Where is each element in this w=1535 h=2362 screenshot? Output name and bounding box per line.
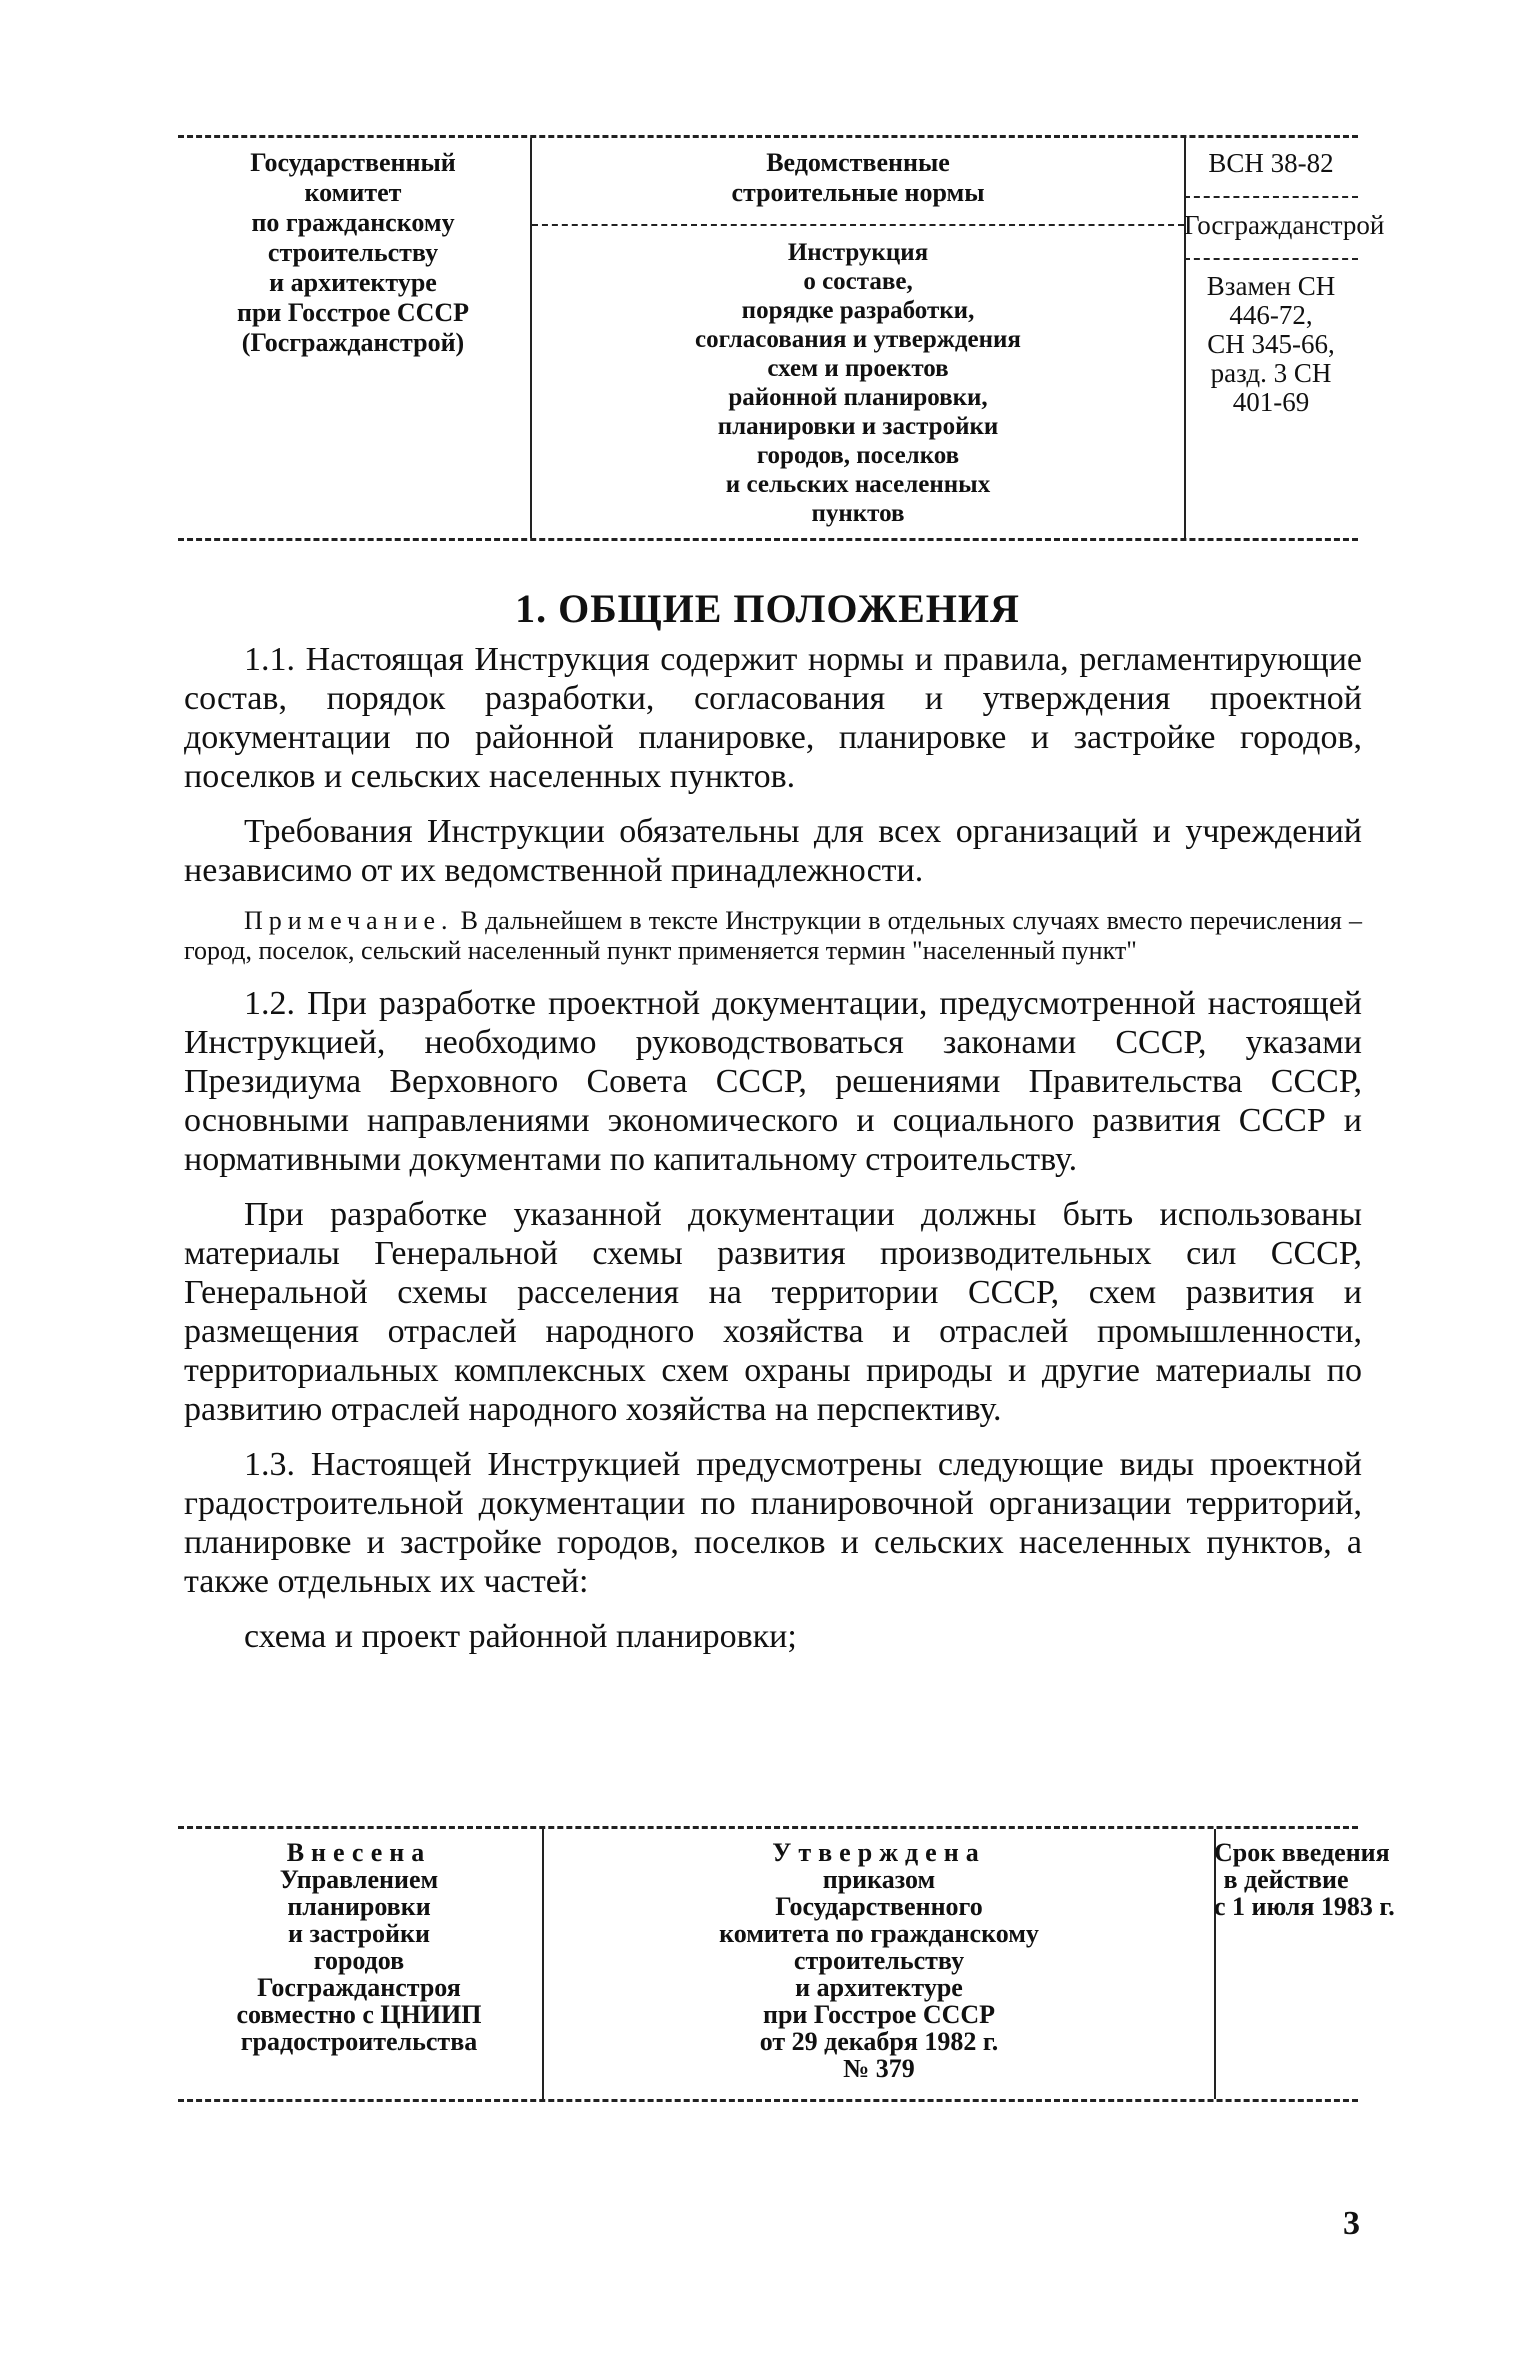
instruction-line: схем и проектов [767,355,949,382]
instruction-line: районной планировки, [728,384,988,411]
submitted-line: городов [313,1946,405,1975]
footer-effective-cell [1214,1829,1395,2099]
paragraph-1-1b: Требования Инструкции обязательны для всех организаций и учреждений независимо от их ведомственной принадлежности. [184,813,1362,889]
agency-name: Госгражданстрой [1184,210,1385,240]
effective-line: в действие [1223,1865,1349,1894]
approved-line: приказом [822,1865,936,1894]
instruction-line: согласования и утверждения [695,326,1021,353]
issuer-line: Государственный [250,148,456,177]
footer-approved-cell [542,1829,1216,2099]
effective-line: Срок введения [1214,1838,1390,1867]
schema-item: схема и проект районной планировки; [244,1618,797,1655]
effective-line: с 1 июля 1983 г. [1214,1892,1395,1921]
issuer-line: комитет [304,178,402,207]
instruction-line: и сельских населенных [725,471,991,498]
approved-label: Утверждена [772,1838,986,1867]
approved-line: № 379 [843,2054,915,2083]
norms-line: строительные нормы [731,178,985,207]
footer-table [178,1826,1395,2102]
replaces-line: Взамен СН 446-72, [1206,271,1336,330]
header-divider [532,224,1184,226]
submitted-label: Внесена [286,1838,432,1867]
issuer-line: по гражданскому [251,208,455,237]
approved-line: Государственного [775,1892,983,1921]
note [184,906,1362,966]
header-code-cell [1184,138,1385,538]
replaces-block [1184,272,1358,417]
submitted-line: градостроительства [240,2027,478,2056]
note-text: В дальнейшем в тексте Инструкции в отдельных случаях вместо перечисления – город, поселок, сельский населенный пункт применяется термин "населенный пункт" [184,906,1362,965]
instruction-line: пунктов [811,500,905,527]
approved-line: при Госстрое СССР [762,2000,996,2029]
body-text [184,640,1362,1672]
approved-line: от 29 декабря 1982 г. [759,2027,999,2056]
submitted-line: совместно с ЦНИИП [236,2000,482,2029]
approved-line: строительству [793,1946,965,1975]
paragraph-1-1: 1.1. Настоящая Инструкция содержит нормы и правила, регламентирующие состав, порядок разработки, согласования и утверждения проектной документации по районной планировке, планировке и застройке городов, поселков и сельских населенных пунктов. [184,641,1362,795]
submitted-line: планировки [287,1892,431,1921]
header-divider [1184,258,1358,260]
footer-submitted-cell [178,1829,540,2099]
submitted-line: Управлением [279,1865,439,1894]
header-table [178,135,1385,541]
paragraph-1-2b: При разработке указанной документации должны быть использованы материалы Генеральной схемы развития производительных сил СССР, Генеральной схемы расселения на территории СССР, схем развития и размещения отраслей народного хозяйства и отраслей промышленности, территориальных комплексных схем охраны природы и другие материалы по развитию отраслей народного хозяйства на перспективу. [184,1196,1362,1428]
issuer-line: при Госстрое СССР [236,298,470,327]
replaces-line: разд. 3 СН 401-69 [1210,358,1332,417]
instruction-line: о составе, [803,268,913,295]
instruction-line: планировки и застройки [717,413,999,440]
document-code: ВСН 38-82 [1208,148,1334,178]
issuer-line: строительству [267,238,439,267]
norms-line: Ведомственные [766,148,950,177]
note-label: Примечание. [244,906,454,935]
approved-line: комитета по гражданскому [719,1919,1039,1948]
instruction-line: городов, поселков [756,442,960,469]
issuer-line: и архитектуре [269,268,437,297]
section-title: 1. ОБЩИЕ ПОЛОЖЕНИЯ [515,586,1020,631]
submitted-line: и застройки [288,1919,430,1948]
instruction-line: порядке разработки, [741,297,975,324]
header-divider [1184,196,1358,198]
header-issuer-cell [178,138,528,538]
page-number: 3 [1343,2205,1360,2242]
instruction-line: Инструкция [787,239,929,266]
replaces-line: СН 345-66, [1207,329,1335,359]
issuer-line: (Госгражданстрой) [241,328,465,357]
paragraph-1-3: 1.3. Настоящей Инструкцией предусмотрены следующие виды проектной градостроительной документации по планировочной организации территорий, планировке и застройке городов, поселков и сельских населенных пунктов, а также отдельных их частей: [184,1446,1362,1600]
header-norms-cell [530,138,1186,538]
instruction-title [532,238,1184,528]
submitted-line: Госгражданстроя [257,1973,461,2002]
paragraph-1-2: 1.2. При разработке проектной документации, предусмотренной настоящей Инструкцией, необходимо руководствоваться законами СССР, указами Президиума Верховного Совета СССР, решениями Правительства СССР, основными направлениями экономического и социального развития СССР и нормативными документами по капитальному строительству. [184,985,1362,1178]
approved-line: и архитектуре [795,1973,963,2002]
